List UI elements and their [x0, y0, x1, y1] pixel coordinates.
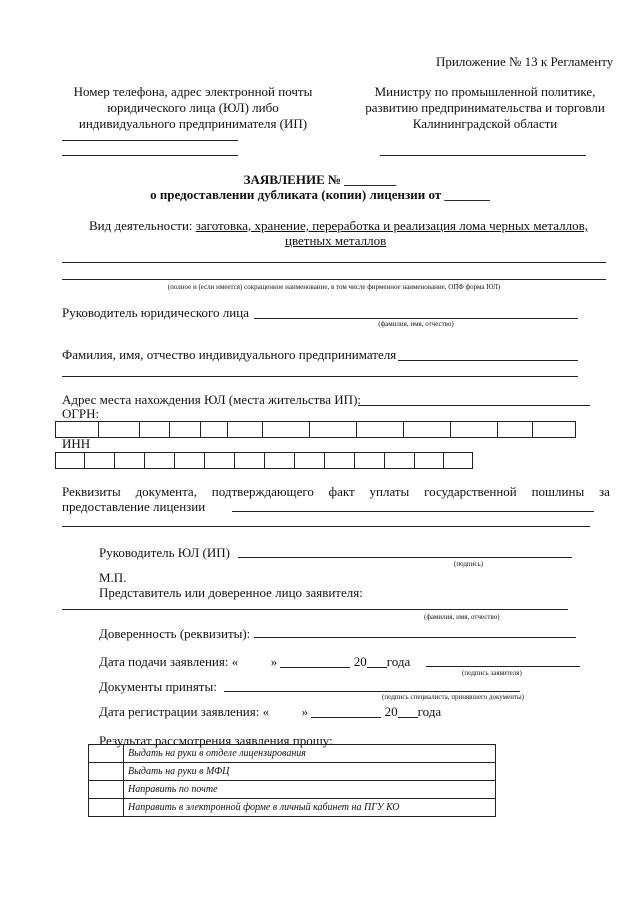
- registration-quote-close: »: [301, 704, 309, 719]
- addressee-line3: Калининградской области: [412, 116, 558, 131]
- org-name-hint: (полное и (если имеется) сокращенное наименование, в том числе фирменное наименование, ОПФ форма ЮЛ): [167, 283, 501, 291]
- activity-row: [89, 218, 588, 234]
- activity-label: Вид деятельности:: [89, 218, 193, 233]
- registration-year-suffix: года: [417, 704, 442, 719]
- accepted-hint: (подпись специалиста, принявшего документы): [382, 693, 525, 701]
- payment-word: документа,: [135, 484, 197, 499]
- contacts-field-line-2[interactable]: [62, 155, 238, 156]
- registration-year-prefix: 20: [384, 704, 398, 719]
- address-label: Адрес места нахождения ЮЛ (места жительства ИП):: [62, 392, 362, 407]
- payment-word: уплаты: [369, 484, 410, 499]
- representative-field-line[interactable]: [62, 609, 568, 610]
- power-of-attorney-field-line[interactable]: [254, 637, 576, 638]
- submission-date-row: [99, 654, 410, 670]
- submission-month-field[interactable]: [280, 667, 350, 668]
- ogrn-digit-box[interactable]: [263, 422, 310, 438]
- submission-date-label: Дата подачи заявления: «: [99, 654, 239, 669]
- stamp-mark: М.П.: [99, 570, 127, 585]
- ogrn-digit-box[interactable]: [451, 422, 498, 438]
- result-option-row[interactable]: [89, 781, 496, 799]
- registration-date-label: Дата регистрации заявления: «: [99, 704, 270, 719]
- result-option-label: Выдать на руки в МФЦ: [124, 763, 496, 781]
- payment-word: Реквизиты: [62, 484, 121, 499]
- payment-word: за: [599, 484, 610, 499]
- applicant-contacts-line2: юридического лица (ЮЛ) либо: [107, 100, 279, 115]
- result-option-checkbox[interactable]: [89, 745, 124, 763]
- ogrn-digit-box[interactable]: [140, 422, 170, 438]
- result-option-row[interactable]: [89, 745, 496, 763]
- inn-digit-box[interactable]: [235, 453, 265, 469]
- payment-label-line1: [62, 484, 610, 500]
- activity-value-line1: заготовка, хранение, переработка и реализация лома черных металлов,: [195, 218, 589, 233]
- ogrn-digit-box[interactable]: [404, 422, 451, 438]
- ogrn-digit-box[interactable]: [170, 422, 201, 438]
- inn-digit-box[interactable]: [415, 453, 444, 469]
- accepted-label: Документы приняты:: [99, 679, 217, 694]
- result-option-label: Выдать на руки в отделе лицензирования: [124, 745, 496, 763]
- inn-digit-box[interactable]: [355, 453, 385, 469]
- ogrn-digit-box[interactable]: [99, 422, 140, 438]
- addressee: [350, 84, 620, 132]
- org-name-line-2[interactable]: [62, 279, 606, 280]
- addressee-line1: Министру по промышленной политике,: [374, 84, 596, 99]
- registration-date-row: [99, 704, 441, 720]
- form-title: ЗАЯВЛЕНИЕ № ________: [243, 172, 397, 187]
- ogrn-digit-box[interactable]: [498, 422, 533, 438]
- addressee-line2: развитию предпринимательства и торговли: [365, 100, 605, 115]
- signature-hint: (подпись): [454, 560, 484, 568]
- inn-label: ИНН: [62, 436, 91, 451]
- form-subtitle: о предоставлении дубликата (копии) лицензии от _______: [150, 187, 490, 202]
- submission-year-prefix: 20: [353, 654, 367, 669]
- accepted-field-line[interactable]: [224, 691, 520, 692]
- ip-name-field-line[interactable]: [398, 360, 578, 361]
- inn-digit-box[interactable]: [385, 453, 415, 469]
- inn-digit-box[interactable]: [175, 453, 205, 469]
- result-option-row[interactable]: [89, 799, 496, 817]
- submission-year-suffix: года: [386, 654, 411, 669]
- addressee-field-line[interactable]: [380, 155, 586, 156]
- representative-hint: (фамилия, имя, отчество): [424, 613, 500, 621]
- activity-value-line2: цветных металлов: [285, 233, 387, 248]
- org-name-line-1[interactable]: [62, 262, 606, 263]
- payment-word: государственной: [424, 484, 517, 499]
- inn-digit-box[interactable]: [444, 453, 473, 469]
- ogrn-boxes[interactable]: [55, 421, 576, 438]
- registration-year-field[interactable]: [398, 717, 418, 718]
- applicant-contacts-line1: Номер телефона, адрес электронной почты: [73, 84, 313, 99]
- inn-digit-box[interactable]: [85, 453, 115, 469]
- ogrn-label: ОГРН:: [62, 406, 100, 421]
- power-of-attorney-label: Доверенность (реквизиты):: [99, 626, 251, 641]
- result-options-table: [88, 744, 496, 817]
- payment-field-line[interactable]: [232, 511, 594, 512]
- submission-quote-close: »: [270, 654, 278, 669]
- payment-field-line-2[interactable]: [62, 526, 590, 527]
- inn-digit-box[interactable]: [115, 453, 145, 469]
- head-hint: (фамилия, имя, отчество): [378, 320, 454, 328]
- ogrn-digit-box[interactable]: [310, 422, 357, 438]
- ip-name-field-line-2[interactable]: [62, 376, 578, 377]
- result-option-checkbox[interactable]: [89, 763, 124, 781]
- inn-digit-box[interactable]: [325, 453, 355, 469]
- registration-month-field[interactable]: [311, 717, 381, 718]
- submission-year-field[interactable]: [367, 667, 387, 668]
- payment-word: подтверждающего: [211, 484, 314, 499]
- payment-label-line2: предоставление лицензии: [62, 499, 206, 514]
- result-label: Результат рассмотрения заявления прошу:: [99, 733, 333, 748]
- head-field-line[interactable]: [254, 318, 578, 319]
- ogrn-digit-box[interactable]: [228, 422, 263, 438]
- applicant-contacts-line3: индивидуального предпринимателя (ИП): [78, 116, 308, 131]
- applicant-signature-hint: (подпись заявителя): [462, 669, 522, 677]
- inn-boxes[interactable]: [55, 452, 473, 469]
- inn-digit-box[interactable]: [265, 453, 295, 469]
- address-field-line[interactable]: [358, 405, 590, 406]
- result-option-row[interactable]: [89, 763, 496, 781]
- ogrn-digit-box[interactable]: [357, 422, 404, 438]
- signature-label: Руководитель ЮЛ (ИП): [99, 545, 230, 560]
- result-option-label: Направить в электронной форме в личный кабинет на ПГУ КО: [124, 799, 496, 817]
- contacts-field-line-1[interactable]: [62, 140, 238, 141]
- applicant-contacts-caption: [60, 84, 326, 132]
- inn-digit-box[interactable]: [205, 453, 235, 469]
- ogrn-digit-box[interactable]: [201, 422, 228, 438]
- inn-digit-box[interactable]: [145, 453, 175, 469]
- payment-word: пошлины: [531, 484, 585, 499]
- result-option-label: Направить по почте: [124, 781, 496, 799]
- representative-label: Представитель или доверенное лицо заявителя:: [99, 585, 363, 600]
- signature-field-line[interactable]: [238, 557, 572, 558]
- inn-digit-box[interactable]: [56, 453, 85, 469]
- result-option-checkbox[interactable]: [89, 799, 124, 817]
- head-label: Руководитель юридического лица: [62, 305, 249, 320]
- inn-digit-box[interactable]: [295, 453, 325, 469]
- payment-word: факт: [328, 484, 355, 499]
- ogrn-digit-box[interactable]: [533, 422, 576, 438]
- ip-name-label: Фамилия, имя, отчество индивидуального предпринимателя: [62, 347, 397, 362]
- result-option-checkbox[interactable]: [89, 781, 124, 799]
- appendix-note: Приложение № 13 к Регламенту: [436, 54, 614, 69]
- applicant-signature-line[interactable]: [426, 666, 580, 667]
